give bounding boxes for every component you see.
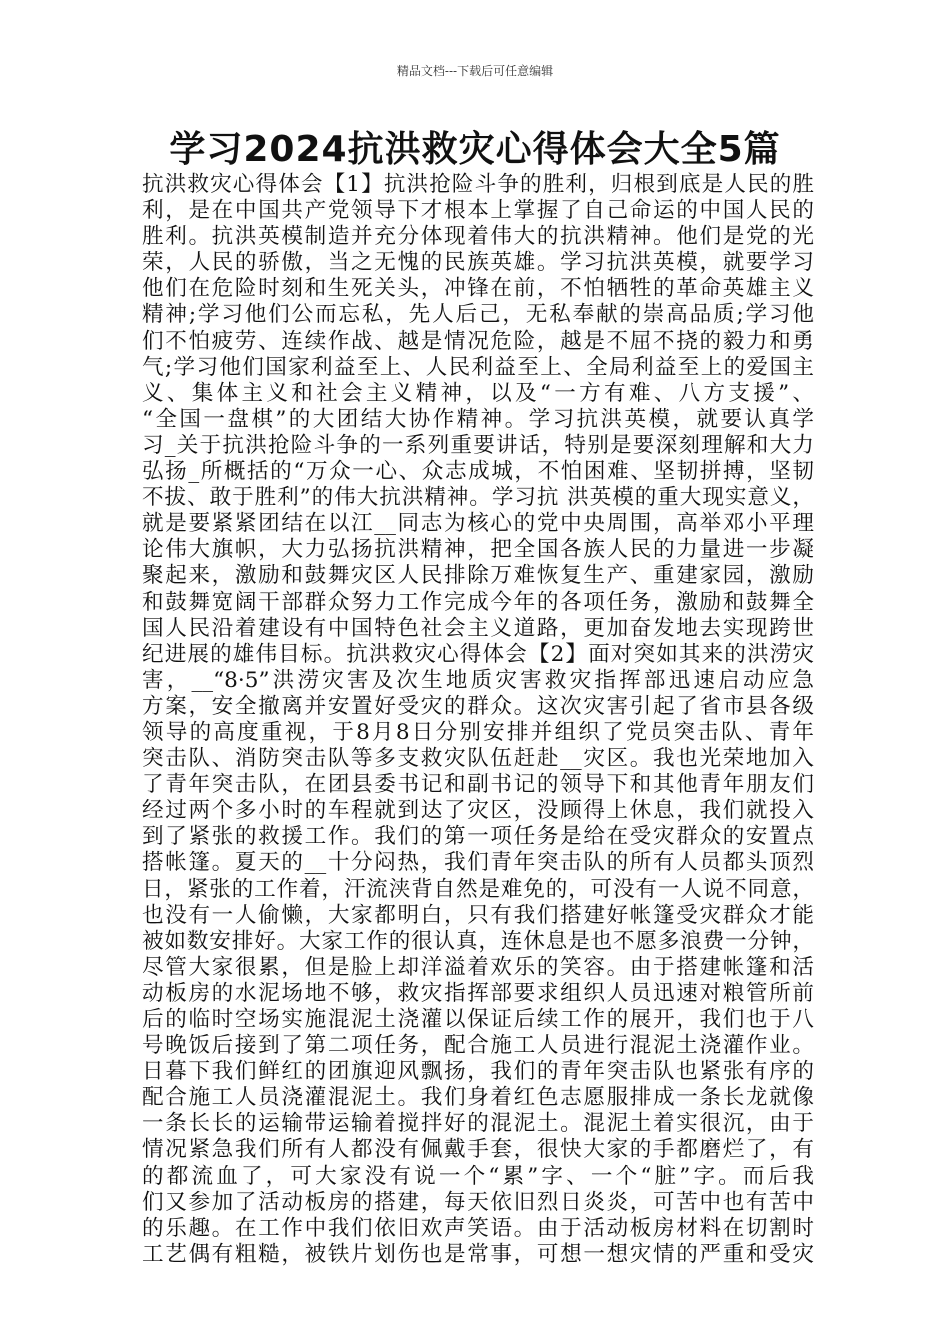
body-text-line: 工艺偶有粗糙，被铁片划伤也是常事，可想一想灾情的严重和受灾 bbox=[142, 1241, 814, 1267]
body-text-line: 情况紧急我们所有人都没有佩戴手套，很快大家的手都磨烂了，有 bbox=[142, 1137, 814, 1163]
body-text-line: 动板房的水泥场地不够，救灾指挥部要求组织人员迅速对粮管所前 bbox=[142, 980, 814, 1006]
body-text-line: 利，是在中国共产党领导下才根本上掌握了自己命运的中国人民的 bbox=[142, 198, 814, 224]
body-text-line: 日暮下我们鲜红的团旗迎风飘扬，我们的青年突击队也紧张有序的 bbox=[142, 1059, 814, 1085]
body-text-line: 领导的高度重视，于8月8日分别安排并组织了党员突击队、青年 bbox=[142, 719, 814, 745]
body-text-line: 他们在危险时刻和生死关头，冲锋在前，不怕牺牲的革命英雄主义 bbox=[142, 276, 814, 302]
body-text-line: 就是要紧紧团结在以江__同志为核心的党中央周围，高举邓小平理 bbox=[142, 511, 814, 537]
body-text-line: 荣，人民的骄傲，当之无愧的民族英雄。学习抗洪英模，就要学习 bbox=[142, 250, 814, 276]
body-text-line: 弘扬_所概括的“万众一心、众志成城，不怕困难、坚韧拼搏，坚韧 bbox=[142, 459, 814, 485]
body-text-line: 经过两个多小时的车程就到达了灾区，没顾得上休息，我们就投入 bbox=[142, 798, 814, 824]
body-text-line: 纪进展的雄伟目标。抗洪救灾心得体会【2】面对突如其来的洪涝灾 bbox=[142, 641, 814, 667]
body-text-line: 到了紧张的救援工作。我们的第一项任务是给在受灾群众的安置点 bbox=[142, 824, 814, 850]
body-text-line: 日，紧张的工作着，汗流浃背自然是难免的，可没有一人说不同意， bbox=[142, 876, 814, 902]
body-text-line: 方案，安全撤离并安置好受灾的群众。这次灾害引起了省市县各级 bbox=[142, 693, 814, 719]
body-text-line: 们不怕疲劳、连续作战、越是情况危险，越是不屈不挠的毅力和勇 bbox=[142, 328, 814, 354]
body-text-line: 的都流血了，可大家没有说一个“累”字、一个“脏”字。而后我 bbox=[142, 1163, 814, 1189]
document-body bbox=[142, 172, 814, 1268]
document-title: 学习2024抗洪救灾心得体会大全5篇 bbox=[169, 129, 781, 170]
body-text-line: 后的临时空场实施混泥土浇灌以保证后续工作的展开，我们也于八 bbox=[142, 1007, 814, 1032]
body-text-line: 习_关于抗洪抢险斗争的一系列重要讲话，特别是要深刻理解和大力 bbox=[142, 432, 814, 458]
body-text-line: 号晚饭后接到了第二项任务，配合施工人员进行混泥土浇灌作业。 bbox=[142, 1033, 814, 1059]
body-text-line: 胜利。抗洪英模制造并充分体现着伟大的抗洪精神。他们是党的光 bbox=[142, 224, 814, 250]
body-text-line: 论伟大旗帜，大力弘扬抗洪精神，把全国各族人民的力量进一步凝 bbox=[142, 537, 814, 563]
body-text-line: 了青年突击队，在团县委书记和副书记的领导下和其他青年朋友们 bbox=[142, 772, 814, 798]
body-text-line: 尽管大家很累，但是脸上却洋溢着欢乐的笑容。由于搭建帐篷和活 bbox=[142, 954, 814, 980]
body-text-line: 聚起来，激励和鼓舞灾区人民排除万难恢复生产、重建家园，激励 bbox=[142, 563, 814, 589]
body-text-line: 也没有一人偷懒，大家都明白，只有我们搭建好帐篷受灾群众才能 bbox=[142, 902, 814, 928]
body-text-line: 害，__“8·5”洪涝灾害及次生地质灾害救灾指挥部迅速启动应急 bbox=[142, 667, 814, 693]
body-text-line: “全国一盘棋”的大团结大协作精神。学习抗洪英模，就要认真学 bbox=[142, 406, 814, 432]
body-text-line: 的乐趣。在工作中我们依旧欢声笑语。由于活动板房材料在切割时 bbox=[142, 1215, 814, 1241]
body-text-line: 突击队、消防突击队等多支救灾队伍赶赴__灾区。我也光荣地加入 bbox=[142, 746, 814, 772]
body-text-line: 一条长长的运输带运输着搅拌好的混泥土。混泥土着实很沉，由于 bbox=[142, 1111, 814, 1137]
body-text-line: 搭帐篷。夏天的__十分闷热，我们青年突击队的所有人员都头顶烈 bbox=[142, 850, 814, 876]
body-text-line: 气;学习他们国家利益至上、人民利益至上、全局利益至上的爱国主 bbox=[142, 354, 814, 380]
page-header: 精品文档---下载后可任意编辑 bbox=[396, 64, 554, 78]
body-text-line: 被如数安排好。大家工作的很认真，连休息是也不愿多浪费一分钟， bbox=[142, 928, 814, 954]
body-text-line: 们又参加了活动板房的搭建，每天依旧烈日炎炎，可苦中也有苦中 bbox=[142, 1189, 814, 1215]
body-text-line: 精神;学习他们公而忘私，先人后己，无私奉献的崇高品质;学习他 bbox=[142, 302, 814, 328]
body-text-line: 抗洪救灾心得体会【1】抗洪抢险斗争的胜利，归根到底是人民的胜 bbox=[142, 172, 814, 197]
body-text-line: 配合施工人员浇灌混泥土。我们身着红色志愿服排成一条长龙就像 bbox=[142, 1085, 814, 1111]
body-text-line: 不拔、敢于胜利”的伟大抗洪精神。学习抗 洪英模的重大现实意义， bbox=[142, 485, 814, 511]
body-text-line: 义、集体主义和社会主义精神，以及“一方有难、八方支援”、 bbox=[142, 380, 814, 406]
body-text-line: 国人民沿着建设有中国特色社会主义道路，更加奋发地去实现跨世 bbox=[142, 615, 814, 641]
body-text-line: 和鼓舞宽阔干部群众努力工作完成今年的各项任务，激励和鼓舞全 bbox=[142, 589, 814, 615]
